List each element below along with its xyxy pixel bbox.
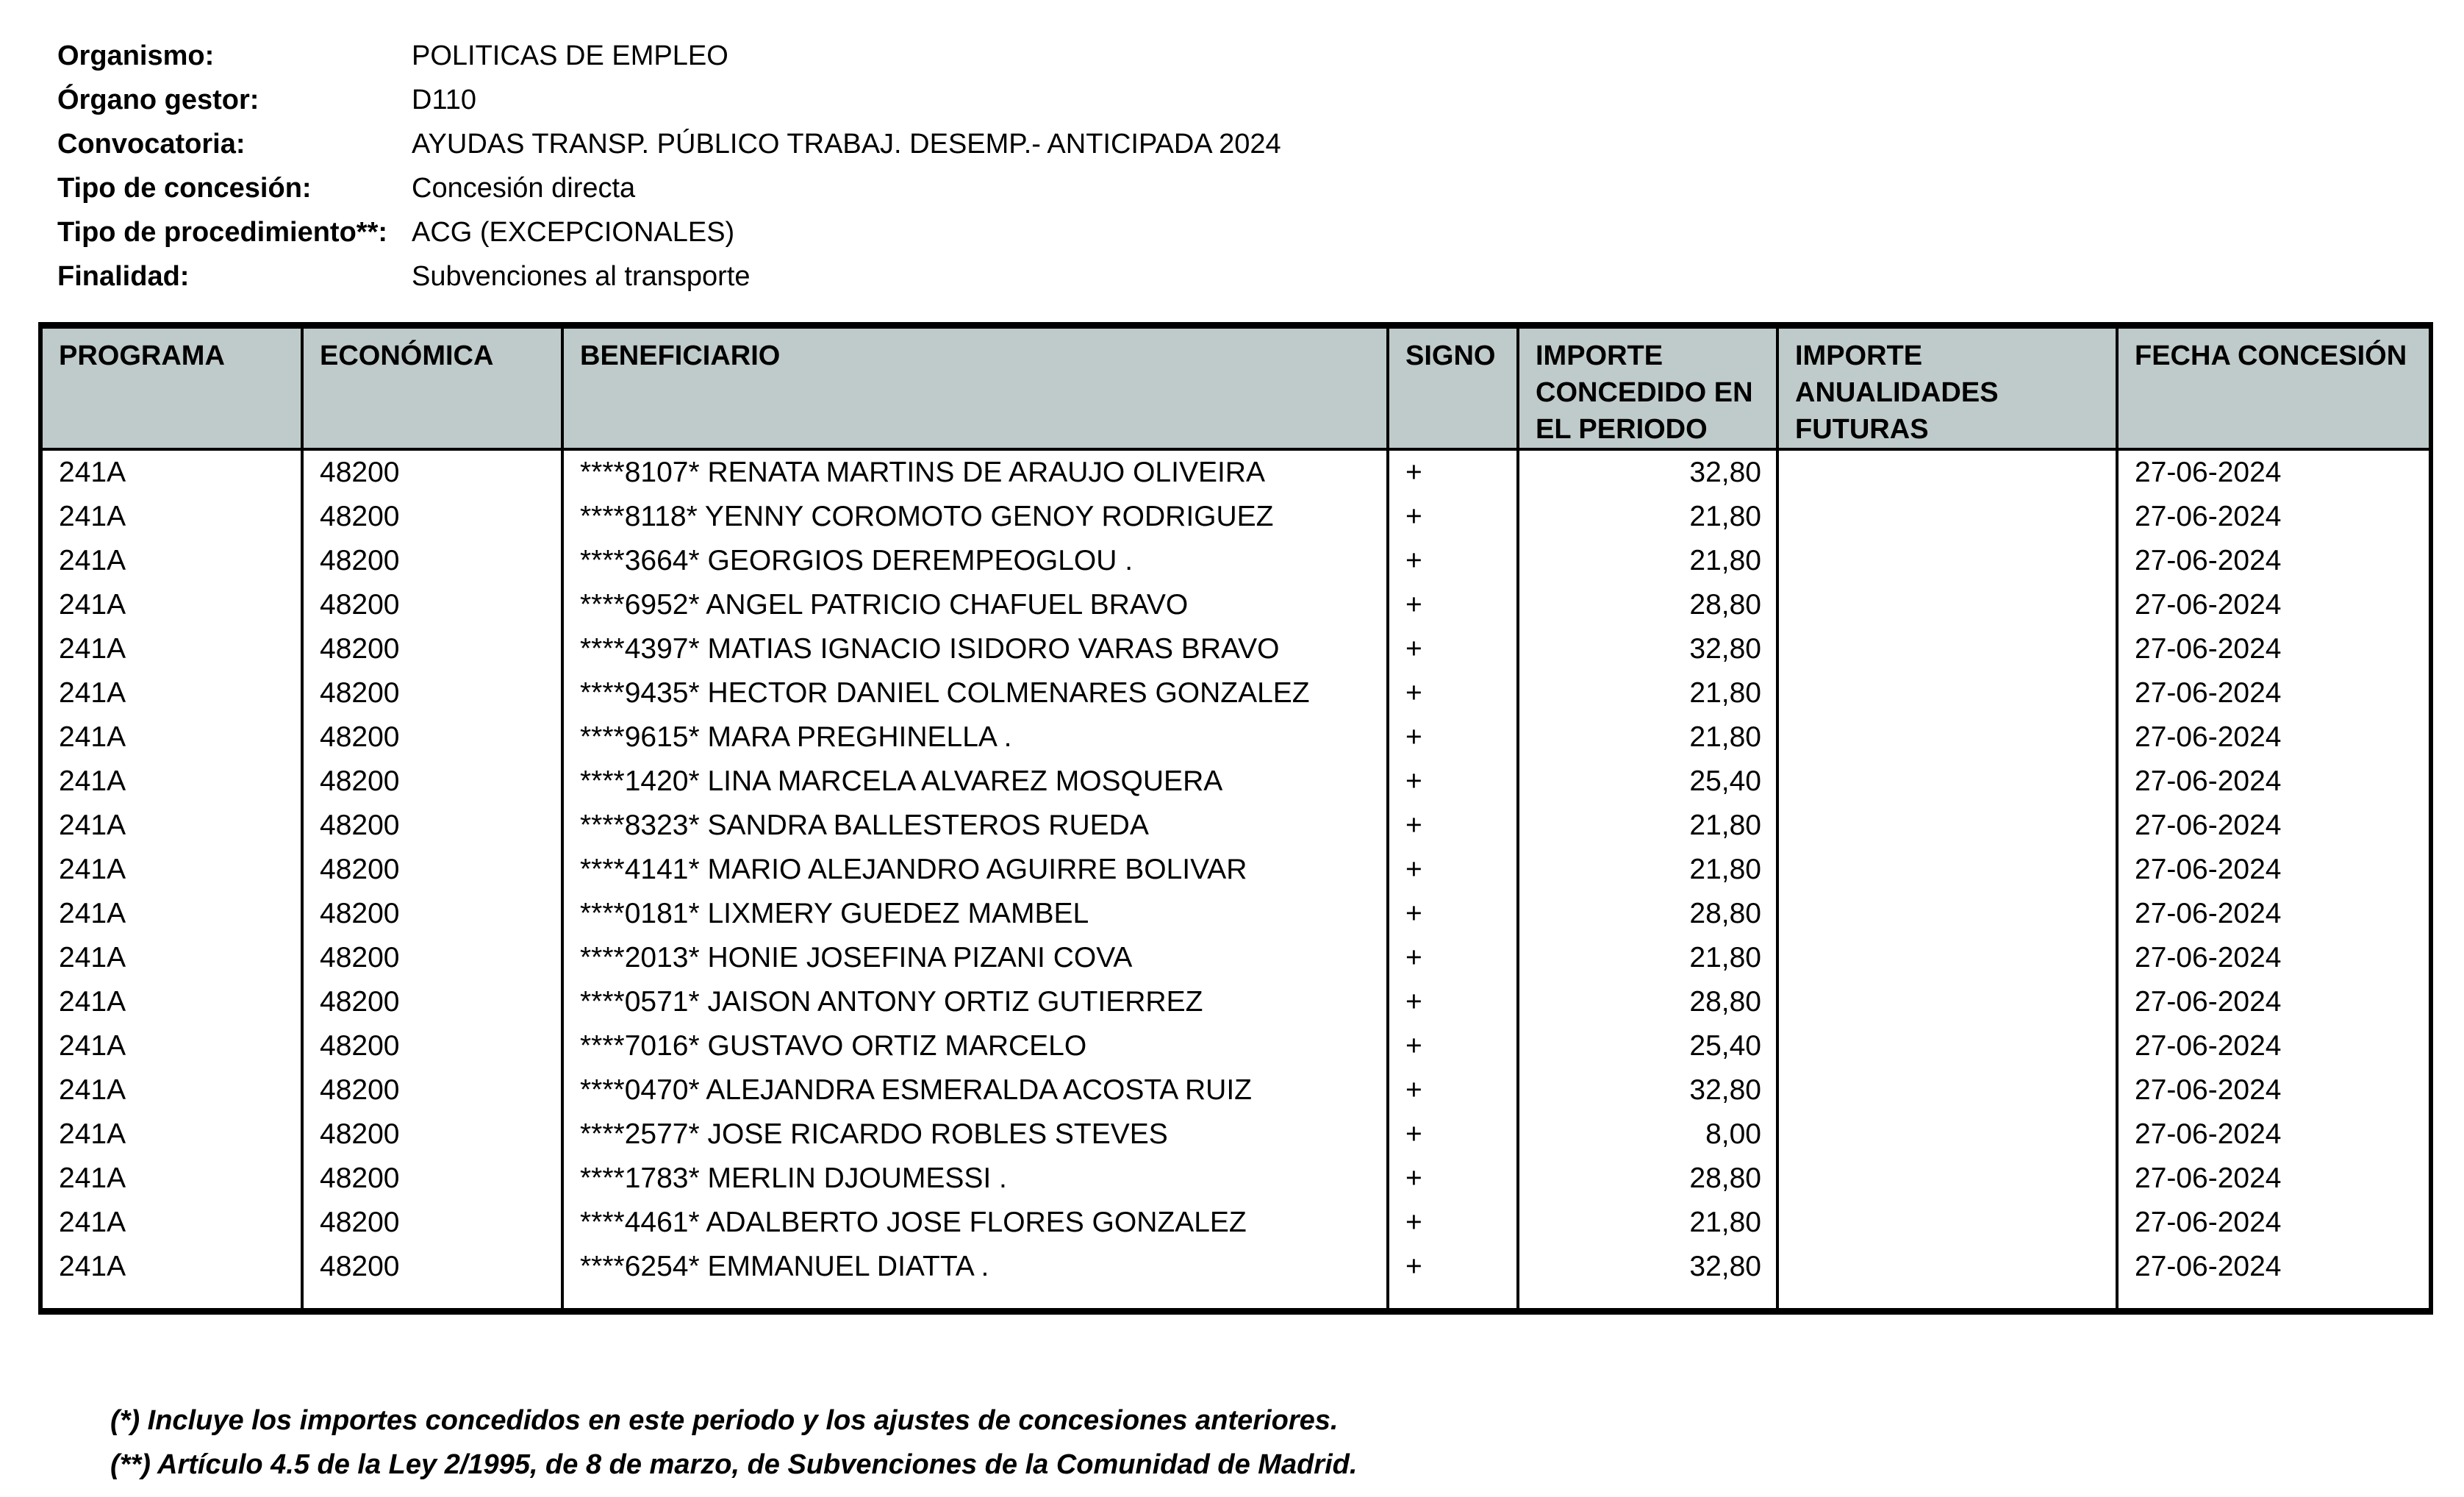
cell-importe: 21,80 <box>1518 539 1777 583</box>
cell-economica: 48200 <box>302 848 562 892</box>
column-header-importe: IMPORTE CONCEDIDO EN EL PERIODO <box>1518 326 1777 450</box>
cell-fecha: 27-06-2024 <box>2117 1201 2431 1245</box>
cell-programa: 241A <box>40 980 302 1024</box>
cell-fecha: 27-06-2024 <box>2117 804 2431 848</box>
cell-programa: 241A <box>40 539 302 583</box>
cell-programa: 241A <box>40 804 302 848</box>
meta-row-organo-gestor <box>57 78 1281 122</box>
meta-row-tipo-concesion <box>57 166 1281 210</box>
cell-fecha: 27-06-2024 <box>2117 715 2431 760</box>
tipo-procedimiento-label: Tipo de procedimiento**: <box>57 217 388 248</box>
cell-economica: 48200 <box>302 1157 562 1201</box>
cell-programa: 241A <box>40 449 302 495</box>
cell-programa: 241A <box>40 495 302 539</box>
table-row <box>40 627 2431 671</box>
cell-economica: 48200 <box>302 1024 562 1068</box>
meta-row-convocatoria <box>57 122 1281 166</box>
cell-importe: 32,80 <box>1518 449 1777 495</box>
organo-gestor-label: Órgano gestor: <box>57 85 259 115</box>
tipo-procedimiento-value: ACG (EXCEPCIONALES) <box>412 217 735 248</box>
table-row <box>40 1157 2431 1201</box>
cell-fecha: 27-06-2024 <box>2117 1112 2431 1157</box>
grants-table <box>38 322 2433 1315</box>
cell-signo: + <box>1388 848 1518 892</box>
cell-beneficiario: ****2013* HONIE JOSEFINA PIZANI COVA <box>562 936 1388 980</box>
cell-importe: 25,40 <box>1518 760 1777 804</box>
cell-fecha: 27-06-2024 <box>2117 1157 2431 1201</box>
cell-signo: + <box>1388 1245 1518 1289</box>
cell-signo: + <box>1388 1024 1518 1068</box>
cell-economica: 48200 <box>302 980 562 1024</box>
cell-programa: 241A <box>40 671 302 715</box>
footnotes <box>110 1398 1357 1487</box>
document-metadata <box>57 34 1281 299</box>
cell-anualidades <box>1777 804 2117 848</box>
column-header-beneficiario: BENEFICIARIO <box>562 326 1388 450</box>
cell-anualidades <box>1777 848 2117 892</box>
table-row <box>40 495 2431 539</box>
table-row <box>40 848 2431 892</box>
cell-economica: 48200 <box>302 539 562 583</box>
cell-importe: 32,80 <box>1518 627 1777 671</box>
cell-beneficiario: ****6952* ANGEL PATRICIO CHAFUEL BRAVO <box>562 583 1388 627</box>
cell-beneficiario: ****7016* GUSTAVO ORTIZ MARCELO <box>562 1024 1388 1068</box>
column-header-fecha: FECHA CONCESIÓN <box>2117 326 2431 450</box>
cell-signo: + <box>1388 449 1518 495</box>
cell-signo: + <box>1388 539 1518 583</box>
cell-economica: 48200 <box>302 495 562 539</box>
table-row <box>40 539 2431 583</box>
cell-anualidades <box>1777 449 2117 495</box>
cell-programa: 241A <box>40 627 302 671</box>
cell-anualidades <box>1777 495 2117 539</box>
cell-anualidades <box>1777 671 2117 715</box>
finalidad-label: Finalidad: <box>57 261 190 292</box>
table-filler-row <box>40 1289 2431 1312</box>
cell-importe: 21,80 <box>1518 495 1777 539</box>
table-row <box>40 715 2431 760</box>
cell-programa: 241A <box>40 715 302 760</box>
cell-importe: 21,80 <box>1518 715 1777 760</box>
table-row <box>40 671 2431 715</box>
cell-beneficiario: ****6254* EMMANUEL DIATTA . <box>562 1245 1388 1289</box>
filler-cell <box>1777 1289 2117 1312</box>
cell-beneficiario: ****4461* ADALBERTO JOSE FLORES GONZALEZ <box>562 1201 1388 1245</box>
table-row <box>40 1024 2431 1068</box>
cell-anualidades <box>1777 1024 2117 1068</box>
cell-anualidades <box>1777 583 2117 627</box>
filler-cell <box>302 1289 562 1312</box>
cell-fecha: 27-06-2024 <box>2117 627 2431 671</box>
cell-programa: 241A <box>40 1024 302 1068</box>
organismo-value: POLITICAS DE EMPLEO <box>412 40 728 71</box>
cell-signo: + <box>1388 892 1518 936</box>
cell-programa: 241A <box>40 583 302 627</box>
meta-row-organismo <box>57 34 1281 78</box>
cell-programa: 241A <box>40 936 302 980</box>
cell-beneficiario: ****8107* RENATA MARTINS DE ARAUJO OLIVEIRA <box>562 449 1388 495</box>
finalidad-value: Subvenciones al transporte <box>412 261 751 292</box>
tipo-concesion-value: Concesión directa <box>412 173 636 204</box>
convocatoria-label: Convocatoria: <box>57 129 246 160</box>
cell-importe: 21,80 <box>1518 804 1777 848</box>
filler-cell <box>1388 1289 1518 1312</box>
cell-signo: + <box>1388 1157 1518 1201</box>
cell-fecha: 27-06-2024 <box>2117 980 2431 1024</box>
cell-signo: + <box>1388 583 1518 627</box>
cell-fecha: 27-06-2024 <box>2117 495 2431 539</box>
cell-fecha: 27-06-2024 <box>2117 539 2431 583</box>
cell-anualidades <box>1777 892 2117 936</box>
cell-importe: 25,40 <box>1518 1024 1777 1068</box>
cell-importe: 21,80 <box>1518 936 1777 980</box>
column-header-economica: ECONÓMICA <box>302 326 562 450</box>
cell-anualidades <box>1777 1112 2117 1157</box>
cell-beneficiario: ****1420* LINA MARCELA ALVAREZ MOSQUERA <box>562 760 1388 804</box>
cell-anualidades <box>1777 1068 2117 1112</box>
cell-fecha: 27-06-2024 <box>2117 848 2431 892</box>
cell-anualidades <box>1777 715 2117 760</box>
table-row <box>40 980 2431 1024</box>
cell-programa: 241A <box>40 1201 302 1245</box>
cell-economica: 48200 <box>302 804 562 848</box>
cell-signo: + <box>1388 804 1518 848</box>
cell-anualidades <box>1777 539 2117 583</box>
cell-fecha: 27-06-2024 <box>2117 1245 2431 1289</box>
cell-economica: 48200 <box>302 715 562 760</box>
cell-economica: 48200 <box>302 760 562 804</box>
filler-cell <box>2117 1289 2431 1312</box>
cell-fecha: 27-06-2024 <box>2117 1068 2431 1112</box>
meta-row-tipo-procedimiento <box>57 210 1281 254</box>
convocatoria-value: AYUDAS TRANSP. PÚBLICO TRABAJ. DESEMP.- ANTICIPADA 2024 <box>412 129 1281 160</box>
cell-signo: + <box>1388 1201 1518 1245</box>
cell-beneficiario: ****0571* JAISON ANTONY ORTIZ GUTIERREZ <box>562 980 1388 1024</box>
table-row <box>40 449 2431 495</box>
cell-fecha: 27-06-2024 <box>2117 760 2431 804</box>
cell-economica: 48200 <box>302 1068 562 1112</box>
cell-anualidades <box>1777 980 2117 1024</box>
table-row <box>40 760 2431 804</box>
cell-anualidades <box>1777 1245 2117 1289</box>
cell-importe: 21,80 <box>1518 1201 1777 1245</box>
filler-cell <box>40 1289 302 1312</box>
cell-programa: 241A <box>40 848 302 892</box>
cell-beneficiario: ****2577* JOSE RICARDO ROBLES STEVES <box>562 1112 1388 1157</box>
cell-importe: 28,80 <box>1518 1157 1777 1201</box>
cell-economica: 48200 <box>302 449 562 495</box>
cell-anualidades <box>1777 760 2117 804</box>
footnote-articulo: (**) Artículo 4.5 de la Ley 2/1995, de 8 de marzo, de Subvenciones de la Comunidad de Madrid. <box>110 1449 1358 1480</box>
cell-programa: 241A <box>40 760 302 804</box>
cell-signo: + <box>1388 1068 1518 1112</box>
cell-signo: + <box>1388 760 1518 804</box>
cell-importe: 32,80 <box>1518 1245 1777 1289</box>
table-row <box>40 1201 2431 1245</box>
cell-anualidades <box>1777 627 2117 671</box>
filler-cell <box>562 1289 1388 1312</box>
cell-signo: + <box>1388 980 1518 1024</box>
cell-signo: + <box>1388 715 1518 760</box>
cell-economica: 48200 <box>302 1112 562 1157</box>
column-header-anualidades: IMPORTE ANUALIDADES FUTURAS <box>1777 326 2117 450</box>
cell-economica: 48200 <box>302 936 562 980</box>
tipo-concesion-label: Tipo de concesión: <box>57 173 312 204</box>
cell-anualidades <box>1777 1201 2117 1245</box>
table-row <box>40 1068 2431 1112</box>
cell-beneficiario: ****8118* YENNY COROMOTO GENOY RODRIGUEZ <box>562 495 1388 539</box>
cell-importe: 32,80 <box>1518 1068 1777 1112</box>
cell-economica: 48200 <box>302 583 562 627</box>
table-row <box>40 892 2431 936</box>
cell-beneficiario: ****9615* MARA PREGHINELLA . <box>562 715 1388 760</box>
column-header-signo: SIGNO <box>1388 326 1518 450</box>
column-header-programa: PROGRAMA <box>40 326 302 450</box>
cell-economica: 48200 <box>302 1201 562 1245</box>
organismo-label: Organismo: <box>57 40 215 71</box>
cell-beneficiario: ****1783* MERLIN DJOUMESSI . <box>562 1157 1388 1201</box>
table-row <box>40 583 2431 627</box>
cell-programa: 241A <box>40 1112 302 1157</box>
cell-economica: 48200 <box>302 1245 562 1289</box>
table-header-row <box>40 326 2431 450</box>
cell-fecha: 27-06-2024 <box>2117 892 2431 936</box>
cell-signo: + <box>1388 495 1518 539</box>
cell-programa: 241A <box>40 1157 302 1201</box>
table-row <box>40 804 2431 848</box>
cell-beneficiario: ****4141* MARIO ALEJANDRO AGUIRRE BOLIVAR <box>562 848 1388 892</box>
cell-importe: 21,80 <box>1518 671 1777 715</box>
cell-fecha: 27-06-2024 <box>2117 583 2431 627</box>
cell-fecha: 27-06-2024 <box>2117 671 2431 715</box>
cell-beneficiario: ****8323* SANDRA BALLESTEROS RUEDA <box>562 804 1388 848</box>
cell-programa: 241A <box>40 1245 302 1289</box>
cell-economica: 48200 <box>302 671 562 715</box>
cell-programa: 241A <box>40 892 302 936</box>
filler-cell <box>1518 1289 1777 1312</box>
cell-beneficiario: ****0181* LIXMERY GUEDEZ MAMBEL <box>562 892 1388 936</box>
cell-importe: 28,80 <box>1518 980 1777 1024</box>
meta-row-finalidad <box>57 254 1281 299</box>
table-row <box>40 1112 2431 1157</box>
cell-importe: 28,80 <box>1518 892 1777 936</box>
cell-economica: 48200 <box>302 892 562 936</box>
cell-signo: + <box>1388 936 1518 980</box>
table-row <box>40 936 2431 980</box>
organo-gestor-value: D110 <box>412 85 477 115</box>
cell-signo: + <box>1388 627 1518 671</box>
cell-anualidades <box>1777 936 2117 980</box>
cell-importe: 8,00 <box>1518 1112 1777 1157</box>
cell-signo: + <box>1388 671 1518 715</box>
cell-beneficiario: ****0470* ALEJANDRA ESMERALDA ACOSTA RUIZ <box>562 1068 1388 1112</box>
cell-beneficiario: ****4397* MATIAS IGNACIO ISIDORO VARAS BRAVO <box>562 627 1388 671</box>
cell-fecha: 27-06-2024 <box>2117 1024 2431 1068</box>
cell-programa: 241A <box>40 1068 302 1112</box>
cell-beneficiario: ****9435* HECTOR DANIEL COLMENARES GONZALEZ <box>562 671 1388 715</box>
table-row <box>40 1245 2431 1289</box>
cell-importe: 28,80 <box>1518 583 1777 627</box>
cell-fecha: 27-06-2024 <box>2117 936 2431 980</box>
cell-importe: 21,80 <box>1518 848 1777 892</box>
cell-fecha: 27-06-2024 <box>2117 449 2431 495</box>
cell-anualidades <box>1777 1157 2117 1201</box>
cell-signo: + <box>1388 1112 1518 1157</box>
cell-beneficiario: ****3664* GEORGIOS DEREMPEOGLOU . <box>562 539 1388 583</box>
footnote-importes: (*) Incluye los importes concedidos en este periodo y los ajustes de concesiones anteriores. <box>110 1405 1339 1436</box>
cell-economica: 48200 <box>302 627 562 671</box>
